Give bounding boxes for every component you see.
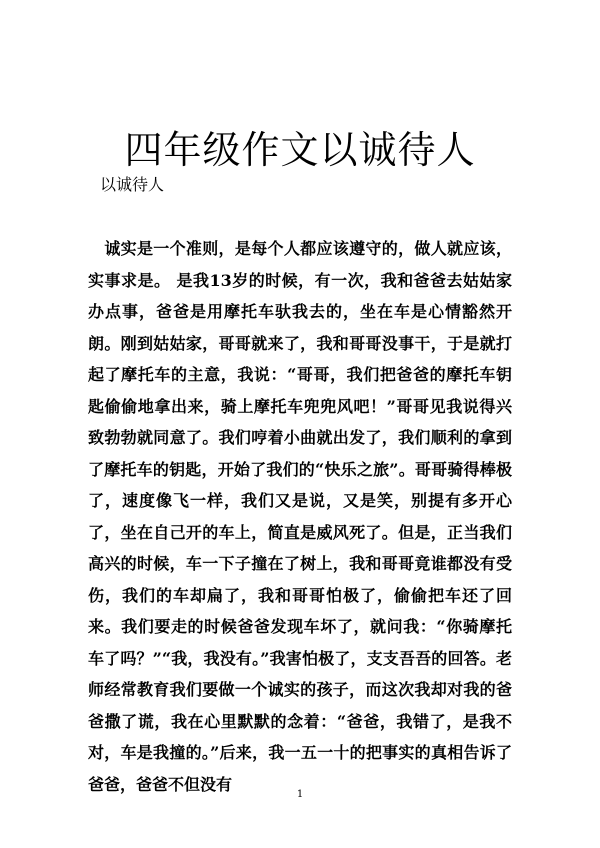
page-number: 1 [296,789,304,800]
page-title: 四年级作文以诚待人 [124,128,476,173]
essay-paragraph: 诚实是一个准则，是每个人都应该遵守的，做人就应该，实事求是。 是我13岁的时候，有一次，我和爸爸去姑姑家办点事，爸爸是用摩托车驮我去的，坐在车是心情豁然开朗。刚到姑姑家，哥哥就来了，我和哥哥没事干，于是就打起了摩托车的主意，我说：“哥哥，我们把爸爸的摩托车钥匙偷偷地拿出来，骑上摩托车兜兜风吧！”哥哥见我说得兴致勃勃就同意了。我们哼着小曲就出发了，我们顺利的拿到了摩托车的钥匙，开始了我们的“快乐之旅”。哥哥骑得棒极了，速度像飞一样，我们又是说，又是笑，别提有多开心了，坐在自己开的车上，简直是威风死了。但是，正当我们高兴的时候，车一下子撞在了树上，我和哥哥竟谁都没有受伤，我们的车却扁了，我和哥哥怕极了，偷偷把车还了回来。我们要走的时候爸爸发现车坏了，就问我：“你骑摩托车了吗？”“我，我没有。”我害怕极了，支支吾吾的回答。老师经常教育我们要做一个诚实的孩子，而这次我却对我的爸爸撒了谎，我在心里默默的念着：“爸爸，我错了，是我不对，车是我撞的。”后来，我一五一十的把事实的真相告诉了爸爸，爸爸不但没有 [88,239,512,794]
essay-subtitle: 以诚待人 [100,175,165,194]
essay-body [88,233,512,800]
